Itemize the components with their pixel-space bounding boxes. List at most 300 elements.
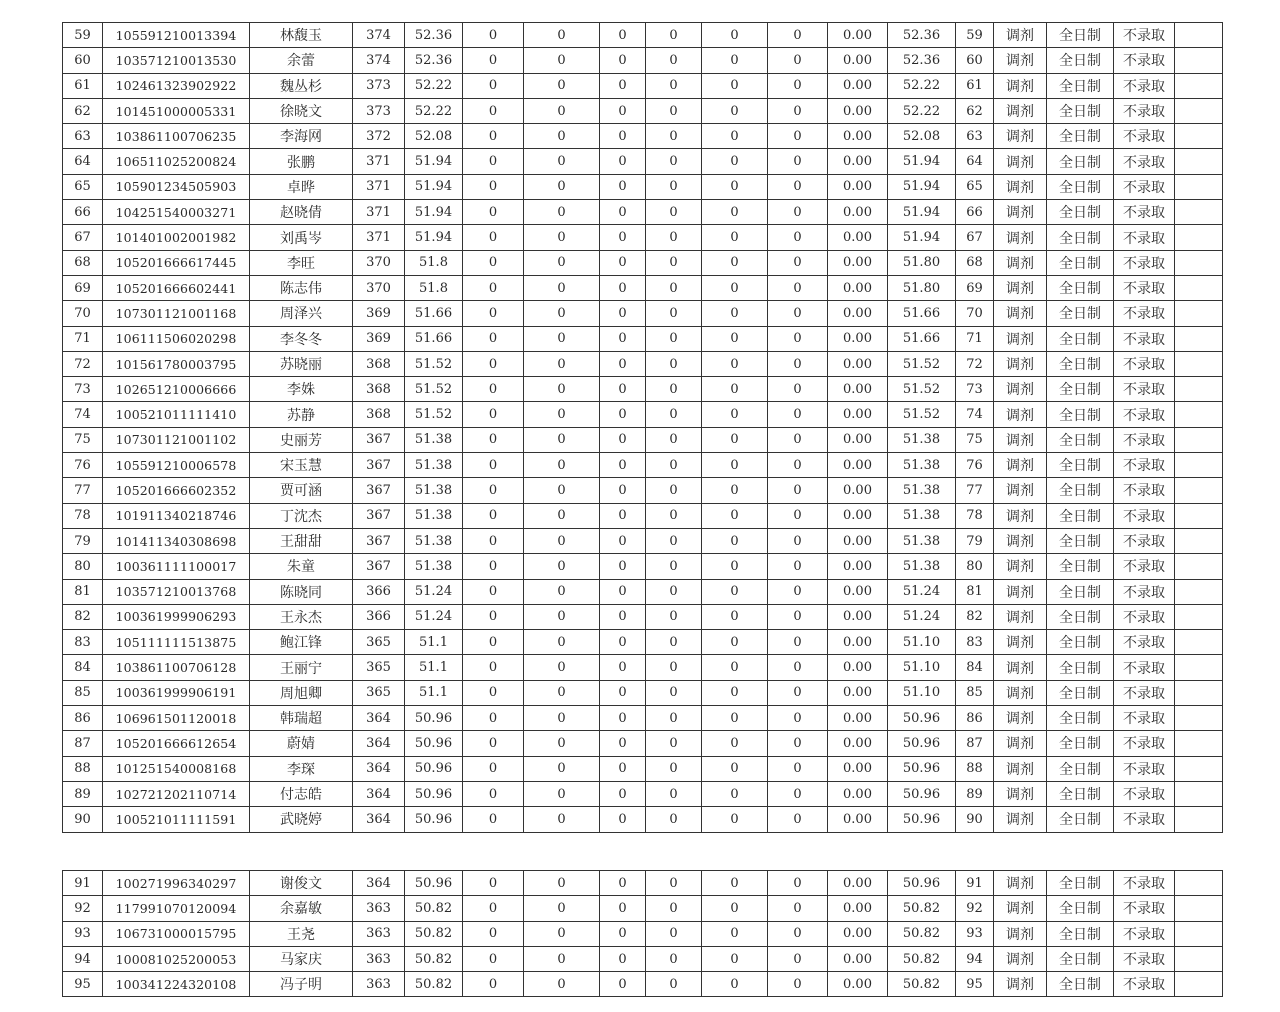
prelim-total-cell: 366 xyxy=(353,604,405,629)
score-col-9-cell: 0 xyxy=(646,781,702,806)
prelim-weighted-cell: 51.1 xyxy=(405,655,463,680)
score-col-10-cell: 0 xyxy=(702,680,768,705)
seq-cell: 60 xyxy=(63,48,103,73)
name-cell: 贾可涵 xyxy=(250,478,353,503)
score-col-11-cell: 0 xyxy=(768,275,828,300)
total-score-cell: 51.94 xyxy=(888,149,956,174)
study-mode-cell: 全日制 xyxy=(1047,528,1114,553)
rank-cell: 84 xyxy=(956,655,994,680)
prelim-total-cell: 369 xyxy=(353,301,405,326)
study-mode-cell: 全日制 xyxy=(1047,921,1114,946)
prelim-total-cell: 367 xyxy=(353,554,405,579)
name-cell: 王甜甜 xyxy=(250,528,353,553)
remark-cell xyxy=(1175,124,1223,149)
score-col-7-cell: 0 xyxy=(524,402,600,427)
table-row xyxy=(63,275,1223,300)
study-mode-cell: 全日制 xyxy=(1047,630,1114,655)
total-score-cell: 50.82 xyxy=(888,946,956,971)
score-col-9-cell: 0 xyxy=(646,807,702,832)
seq-cell: 61 xyxy=(63,73,103,98)
score-col-7-cell: 0 xyxy=(524,871,600,896)
exam-number-cell: 117991070120094 xyxy=(103,896,250,921)
score-col-7-cell: 0 xyxy=(524,225,600,250)
seq-cell: 83 xyxy=(63,630,103,655)
score-col-6-cell: 0 xyxy=(463,921,524,946)
retest-weighted-cell: 0.00 xyxy=(828,301,888,326)
rank-cell: 83 xyxy=(956,630,994,655)
score-col-10-cell: 0 xyxy=(702,98,768,123)
rank-cell: 65 xyxy=(956,174,994,199)
score-col-7-cell: 0 xyxy=(524,149,600,174)
result-cell: 不录取 xyxy=(1114,706,1175,731)
seq-cell: 63 xyxy=(63,124,103,149)
table-row xyxy=(63,972,1223,997)
score-col-8-cell: 0 xyxy=(600,301,646,326)
prelim-weighted-cell: 50.96 xyxy=(405,756,463,781)
retest-weighted-cell: 0.00 xyxy=(828,48,888,73)
exam-number-cell: 100361111100017 xyxy=(103,554,250,579)
rank-cell: 63 xyxy=(956,124,994,149)
admission-type-cell: 调剂 xyxy=(994,48,1047,73)
study-mode-cell: 全日制 xyxy=(1047,731,1114,756)
rank-cell: 71 xyxy=(956,326,994,351)
exam-number-cell: 101911340218746 xyxy=(103,503,250,528)
rank-cell: 70 xyxy=(956,301,994,326)
table-row xyxy=(63,23,1223,48)
prelim-total-cell: 363 xyxy=(353,972,405,997)
score-col-6-cell: 0 xyxy=(463,756,524,781)
score-col-11-cell: 0 xyxy=(768,731,828,756)
score-col-6-cell: 0 xyxy=(463,149,524,174)
study-mode-cell: 全日制 xyxy=(1047,174,1114,199)
exam-number-cell: 103571210013768 xyxy=(103,579,250,604)
score-col-10-cell: 0 xyxy=(702,731,768,756)
score-col-9-cell: 0 xyxy=(646,630,702,655)
score-col-11-cell: 0 xyxy=(768,554,828,579)
study-mode-cell: 全日制 xyxy=(1047,301,1114,326)
admission-type-cell: 调剂 xyxy=(994,23,1047,48)
study-mode-cell: 全日制 xyxy=(1047,946,1114,971)
study-mode-cell: 全日制 xyxy=(1047,200,1114,225)
admission-type-cell: 调剂 xyxy=(994,972,1047,997)
prelim-total-cell: 366 xyxy=(353,579,405,604)
result-cell: 不录取 xyxy=(1114,896,1175,921)
retest-weighted-cell: 0.00 xyxy=(828,655,888,680)
score-col-9-cell: 0 xyxy=(646,23,702,48)
score-col-7-cell: 0 xyxy=(524,326,600,351)
score-col-8-cell: 0 xyxy=(600,174,646,199)
table-row xyxy=(63,174,1223,199)
table-row xyxy=(63,604,1223,629)
exam-number-cell: 106961501120018 xyxy=(103,706,250,731)
retest-weighted-cell: 0.00 xyxy=(828,250,888,275)
total-score-cell: 51.52 xyxy=(888,402,956,427)
exam-number-cell: 100271996340297 xyxy=(103,871,250,896)
prelim-weighted-cell: 50.82 xyxy=(405,972,463,997)
prelim-weighted-cell: 50.82 xyxy=(405,946,463,971)
result-cell: 不录取 xyxy=(1114,73,1175,98)
score-col-7-cell: 0 xyxy=(524,680,600,705)
score-col-10-cell: 0 xyxy=(702,706,768,731)
prelim-weighted-cell: 52.22 xyxy=(405,73,463,98)
total-score-cell: 51.38 xyxy=(888,453,956,478)
name-cell: 李旺 xyxy=(250,250,353,275)
exam-number-cell: 103861100706128 xyxy=(103,655,250,680)
result-cell: 不录取 xyxy=(1114,655,1175,680)
table-row xyxy=(63,706,1223,731)
score-col-11-cell: 0 xyxy=(768,478,828,503)
prelim-total-cell: 370 xyxy=(353,250,405,275)
prelim-total-cell: 374 xyxy=(353,48,405,73)
admission-results-table-bottom xyxy=(62,870,1223,997)
score-col-10-cell: 0 xyxy=(702,377,768,402)
seq-cell: 77 xyxy=(63,478,103,503)
score-col-10-cell: 0 xyxy=(702,604,768,629)
retest-weighted-cell: 0.00 xyxy=(828,921,888,946)
result-cell: 不录取 xyxy=(1114,23,1175,48)
study-mode-cell: 全日制 xyxy=(1047,807,1114,832)
rank-cell: 59 xyxy=(956,23,994,48)
score-col-6-cell: 0 xyxy=(463,301,524,326)
score-col-8-cell: 0 xyxy=(600,604,646,629)
score-col-8-cell: 0 xyxy=(600,275,646,300)
score-col-8-cell: 0 xyxy=(600,706,646,731)
score-col-6-cell: 0 xyxy=(463,174,524,199)
prelim-weighted-cell: 51.52 xyxy=(405,377,463,402)
name-cell: 苏晓丽 xyxy=(250,351,353,376)
score-col-10-cell: 0 xyxy=(702,579,768,604)
seq-cell: 84 xyxy=(63,655,103,680)
prelim-total-cell: 367 xyxy=(353,427,405,452)
exam-number-cell: 105901234505903 xyxy=(103,174,250,199)
exam-number-cell: 104251540003271 xyxy=(103,200,250,225)
name-cell: 史丽芳 xyxy=(250,427,353,452)
result-cell: 不录取 xyxy=(1114,351,1175,376)
score-col-11-cell: 0 xyxy=(768,48,828,73)
score-col-7-cell: 0 xyxy=(524,478,600,503)
table-row xyxy=(63,73,1223,98)
seq-cell: 89 xyxy=(63,781,103,806)
score-col-11-cell: 0 xyxy=(768,174,828,199)
retest-weighted-cell: 0.00 xyxy=(828,554,888,579)
prelim-weighted-cell: 51.24 xyxy=(405,604,463,629)
name-cell: 李姝 xyxy=(250,377,353,402)
retest-weighted-cell: 0.00 xyxy=(828,351,888,376)
score-col-9-cell: 0 xyxy=(646,200,702,225)
remark-cell xyxy=(1175,478,1223,503)
admission-type-cell: 调剂 xyxy=(994,250,1047,275)
remark-cell xyxy=(1175,275,1223,300)
study-mode-cell: 全日制 xyxy=(1047,871,1114,896)
exam-number-cell: 100521011111591 xyxy=(103,807,250,832)
score-col-8-cell: 0 xyxy=(600,98,646,123)
rank-cell: 74 xyxy=(956,402,994,427)
exam-number-cell: 106511025200824 xyxy=(103,149,250,174)
total-score-cell: 50.82 xyxy=(888,896,956,921)
exam-number-cell: 105591210006578 xyxy=(103,453,250,478)
score-col-9-cell: 0 xyxy=(646,503,702,528)
score-col-9-cell: 0 xyxy=(646,149,702,174)
seq-cell: 74 xyxy=(63,402,103,427)
remark-cell xyxy=(1175,946,1223,971)
total-score-cell: 50.96 xyxy=(888,871,956,896)
prelim-total-cell: 364 xyxy=(353,807,405,832)
score-col-8-cell: 0 xyxy=(600,427,646,452)
prelim-total-cell: 373 xyxy=(353,98,405,123)
result-cell: 不录取 xyxy=(1114,98,1175,123)
total-score-cell: 50.96 xyxy=(888,781,956,806)
seq-cell: 59 xyxy=(63,23,103,48)
admission-type-cell: 调剂 xyxy=(994,124,1047,149)
study-mode-cell: 全日制 xyxy=(1047,972,1114,997)
table-row xyxy=(63,98,1223,123)
score-col-6-cell: 0 xyxy=(463,680,524,705)
remark-cell xyxy=(1175,554,1223,579)
result-cell: 不录取 xyxy=(1114,579,1175,604)
remark-cell xyxy=(1175,377,1223,402)
score-col-7-cell: 0 xyxy=(524,453,600,478)
table-row xyxy=(63,377,1223,402)
score-col-10-cell: 0 xyxy=(702,250,768,275)
exam-number-cell: 101451000005331 xyxy=(103,98,250,123)
score-col-10-cell: 0 xyxy=(702,871,768,896)
score-col-11-cell: 0 xyxy=(768,503,828,528)
admission-type-cell: 调剂 xyxy=(994,630,1047,655)
table-row xyxy=(63,427,1223,452)
exam-number-cell: 103571210013530 xyxy=(103,48,250,73)
exam-number-cell: 100361999906293 xyxy=(103,604,250,629)
score-col-6-cell: 0 xyxy=(463,946,524,971)
total-score-cell: 52.22 xyxy=(888,73,956,98)
prelim-weighted-cell: 51.52 xyxy=(405,402,463,427)
result-cell: 不录取 xyxy=(1114,124,1175,149)
score-col-10-cell: 0 xyxy=(702,896,768,921)
retest-weighted-cell: 0.00 xyxy=(828,275,888,300)
score-col-9-cell: 0 xyxy=(646,946,702,971)
study-mode-cell: 全日制 xyxy=(1047,275,1114,300)
score-col-7-cell: 0 xyxy=(524,98,600,123)
score-col-8-cell: 0 xyxy=(600,402,646,427)
prelim-total-cell: 364 xyxy=(353,756,405,781)
score-col-7-cell: 0 xyxy=(524,579,600,604)
score-col-9-cell: 0 xyxy=(646,706,702,731)
table-row xyxy=(63,756,1223,781)
score-col-9-cell: 0 xyxy=(646,579,702,604)
admission-type-cell: 调剂 xyxy=(994,478,1047,503)
exam-number-cell: 102721202110714 xyxy=(103,781,250,806)
score-col-7-cell: 0 xyxy=(524,946,600,971)
retest-weighted-cell: 0.00 xyxy=(828,528,888,553)
seq-cell: 75 xyxy=(63,427,103,452)
score-col-11-cell: 0 xyxy=(768,896,828,921)
score-col-9-cell: 0 xyxy=(646,453,702,478)
score-col-11-cell: 0 xyxy=(768,98,828,123)
seq-cell: 69 xyxy=(63,275,103,300)
prelim-total-cell: 365 xyxy=(353,655,405,680)
score-col-10-cell: 0 xyxy=(702,554,768,579)
admission-type-cell: 调剂 xyxy=(994,807,1047,832)
table-row xyxy=(63,301,1223,326)
name-cell: 冯子明 xyxy=(250,972,353,997)
total-score-cell: 51.94 xyxy=(888,174,956,199)
score-col-7-cell: 0 xyxy=(524,250,600,275)
score-col-8-cell: 0 xyxy=(600,731,646,756)
prelim-total-cell: 367 xyxy=(353,503,405,528)
rank-cell: 89 xyxy=(956,781,994,806)
remark-cell xyxy=(1175,807,1223,832)
rank-cell: 87 xyxy=(956,731,994,756)
admission-type-cell: 调剂 xyxy=(994,781,1047,806)
rank-cell: 79 xyxy=(956,528,994,553)
total-score-cell: 50.82 xyxy=(888,921,956,946)
total-score-cell: 51.80 xyxy=(888,275,956,300)
score-col-8-cell: 0 xyxy=(600,756,646,781)
retest-weighted-cell: 0.00 xyxy=(828,402,888,427)
total-score-cell: 51.38 xyxy=(888,427,956,452)
score-col-7-cell: 0 xyxy=(524,554,600,579)
prelim-weighted-cell: 51.52 xyxy=(405,351,463,376)
result-cell: 不录取 xyxy=(1114,630,1175,655)
prelim-weighted-cell: 51.94 xyxy=(405,149,463,174)
name-cell: 谢俊文 xyxy=(250,871,353,896)
score-col-9-cell: 0 xyxy=(646,301,702,326)
prelim-total-cell: 363 xyxy=(353,946,405,971)
seq-cell: 66 xyxy=(63,200,103,225)
name-cell: 李冬冬 xyxy=(250,326,353,351)
score-col-6-cell: 0 xyxy=(463,807,524,832)
admission-type-cell: 调剂 xyxy=(994,756,1047,781)
name-cell: 刘禹岑 xyxy=(250,225,353,250)
score-col-10-cell: 0 xyxy=(702,23,768,48)
score-col-10-cell: 0 xyxy=(702,427,768,452)
rank-cell: 66 xyxy=(956,200,994,225)
result-cell: 不录取 xyxy=(1114,225,1175,250)
study-mode-cell: 全日制 xyxy=(1047,427,1114,452)
total-score-cell: 51.38 xyxy=(888,528,956,553)
prelim-total-cell: 365 xyxy=(353,630,405,655)
prelim-total-cell: 364 xyxy=(353,706,405,731)
exam-number-cell: 101561780003795 xyxy=(103,351,250,376)
score-col-8-cell: 0 xyxy=(600,453,646,478)
score-col-11-cell: 0 xyxy=(768,921,828,946)
remark-cell xyxy=(1175,98,1223,123)
name-cell: 余蕾 xyxy=(250,48,353,73)
result-cell: 不录取 xyxy=(1114,427,1175,452)
score-col-9-cell: 0 xyxy=(646,98,702,123)
result-cell: 不录取 xyxy=(1114,326,1175,351)
prelim-total-cell: 368 xyxy=(353,351,405,376)
name-cell: 宋玉慧 xyxy=(250,453,353,478)
score-col-6-cell: 0 xyxy=(463,528,524,553)
score-col-11-cell: 0 xyxy=(768,680,828,705)
remark-cell xyxy=(1175,250,1223,275)
name-cell: 武晓婷 xyxy=(250,807,353,832)
name-cell: 王丽宁 xyxy=(250,655,353,680)
rank-cell: 82 xyxy=(956,604,994,629)
study-mode-cell: 全日制 xyxy=(1047,124,1114,149)
score-col-9-cell: 0 xyxy=(646,478,702,503)
score-col-11-cell: 0 xyxy=(768,655,828,680)
retest-weighted-cell: 0.00 xyxy=(828,326,888,351)
remark-cell xyxy=(1175,706,1223,731)
rank-cell: 91 xyxy=(956,871,994,896)
total-score-cell: 52.36 xyxy=(888,23,956,48)
seq-cell: 86 xyxy=(63,706,103,731)
study-mode-cell: 全日制 xyxy=(1047,680,1114,705)
retest-weighted-cell: 0.00 xyxy=(828,946,888,971)
remark-cell xyxy=(1175,351,1223,376)
score-col-6-cell: 0 xyxy=(463,427,524,452)
score-col-7-cell: 0 xyxy=(524,756,600,781)
result-cell: 不录取 xyxy=(1114,871,1175,896)
rank-cell: 62 xyxy=(956,98,994,123)
prelim-total-cell: 368 xyxy=(353,402,405,427)
table-row xyxy=(63,200,1223,225)
prelim-total-cell: 364 xyxy=(353,731,405,756)
score-col-10-cell: 0 xyxy=(702,503,768,528)
score-col-9-cell: 0 xyxy=(646,921,702,946)
study-mode-cell: 全日制 xyxy=(1047,48,1114,73)
prelim-weighted-cell: 51.66 xyxy=(405,326,463,351)
total-score-cell: 52.08 xyxy=(888,124,956,149)
total-score-cell: 51.94 xyxy=(888,225,956,250)
score-col-8-cell: 0 xyxy=(600,655,646,680)
score-col-9-cell: 0 xyxy=(646,871,702,896)
seq-cell: 87 xyxy=(63,731,103,756)
prelim-weighted-cell: 51.8 xyxy=(405,275,463,300)
score-col-11-cell: 0 xyxy=(768,73,828,98)
name-cell: 李海网 xyxy=(250,124,353,149)
score-col-9-cell: 0 xyxy=(646,351,702,376)
score-col-7-cell: 0 xyxy=(524,73,600,98)
name-cell: 李琛 xyxy=(250,756,353,781)
table-row xyxy=(63,402,1223,427)
retest-weighted-cell: 0.00 xyxy=(828,807,888,832)
study-mode-cell: 全日制 xyxy=(1047,149,1114,174)
retest-weighted-cell: 0.00 xyxy=(828,23,888,48)
admission-type-cell: 调剂 xyxy=(994,200,1047,225)
result-cell: 不录取 xyxy=(1114,731,1175,756)
retest-weighted-cell: 0.00 xyxy=(828,731,888,756)
score-col-7-cell: 0 xyxy=(524,896,600,921)
score-col-11-cell: 0 xyxy=(768,23,828,48)
prelim-weighted-cell: 52.22 xyxy=(405,98,463,123)
score-col-11-cell: 0 xyxy=(768,427,828,452)
rank-cell: 88 xyxy=(956,756,994,781)
score-col-11-cell: 0 xyxy=(768,871,828,896)
score-col-7-cell: 0 xyxy=(524,528,600,553)
total-score-cell: 51.66 xyxy=(888,301,956,326)
remark-cell xyxy=(1175,23,1223,48)
score-col-8-cell: 0 xyxy=(600,351,646,376)
prelim-weighted-cell: 51.1 xyxy=(405,680,463,705)
score-col-7-cell: 0 xyxy=(524,731,600,756)
total-score-cell: 51.38 xyxy=(888,478,956,503)
rank-cell: 80 xyxy=(956,554,994,579)
score-col-9-cell: 0 xyxy=(646,377,702,402)
table-row xyxy=(63,149,1223,174)
table-row xyxy=(63,871,1223,896)
total-score-cell: 51.24 xyxy=(888,604,956,629)
remark-cell xyxy=(1175,680,1223,705)
name-cell: 付志皓 xyxy=(250,781,353,806)
seq-cell: 71 xyxy=(63,326,103,351)
admission-type-cell: 调剂 xyxy=(994,503,1047,528)
score-col-11-cell: 0 xyxy=(768,781,828,806)
score-col-6-cell: 0 xyxy=(463,896,524,921)
total-score-cell: 50.96 xyxy=(888,807,956,832)
score-col-11-cell: 0 xyxy=(768,756,828,781)
